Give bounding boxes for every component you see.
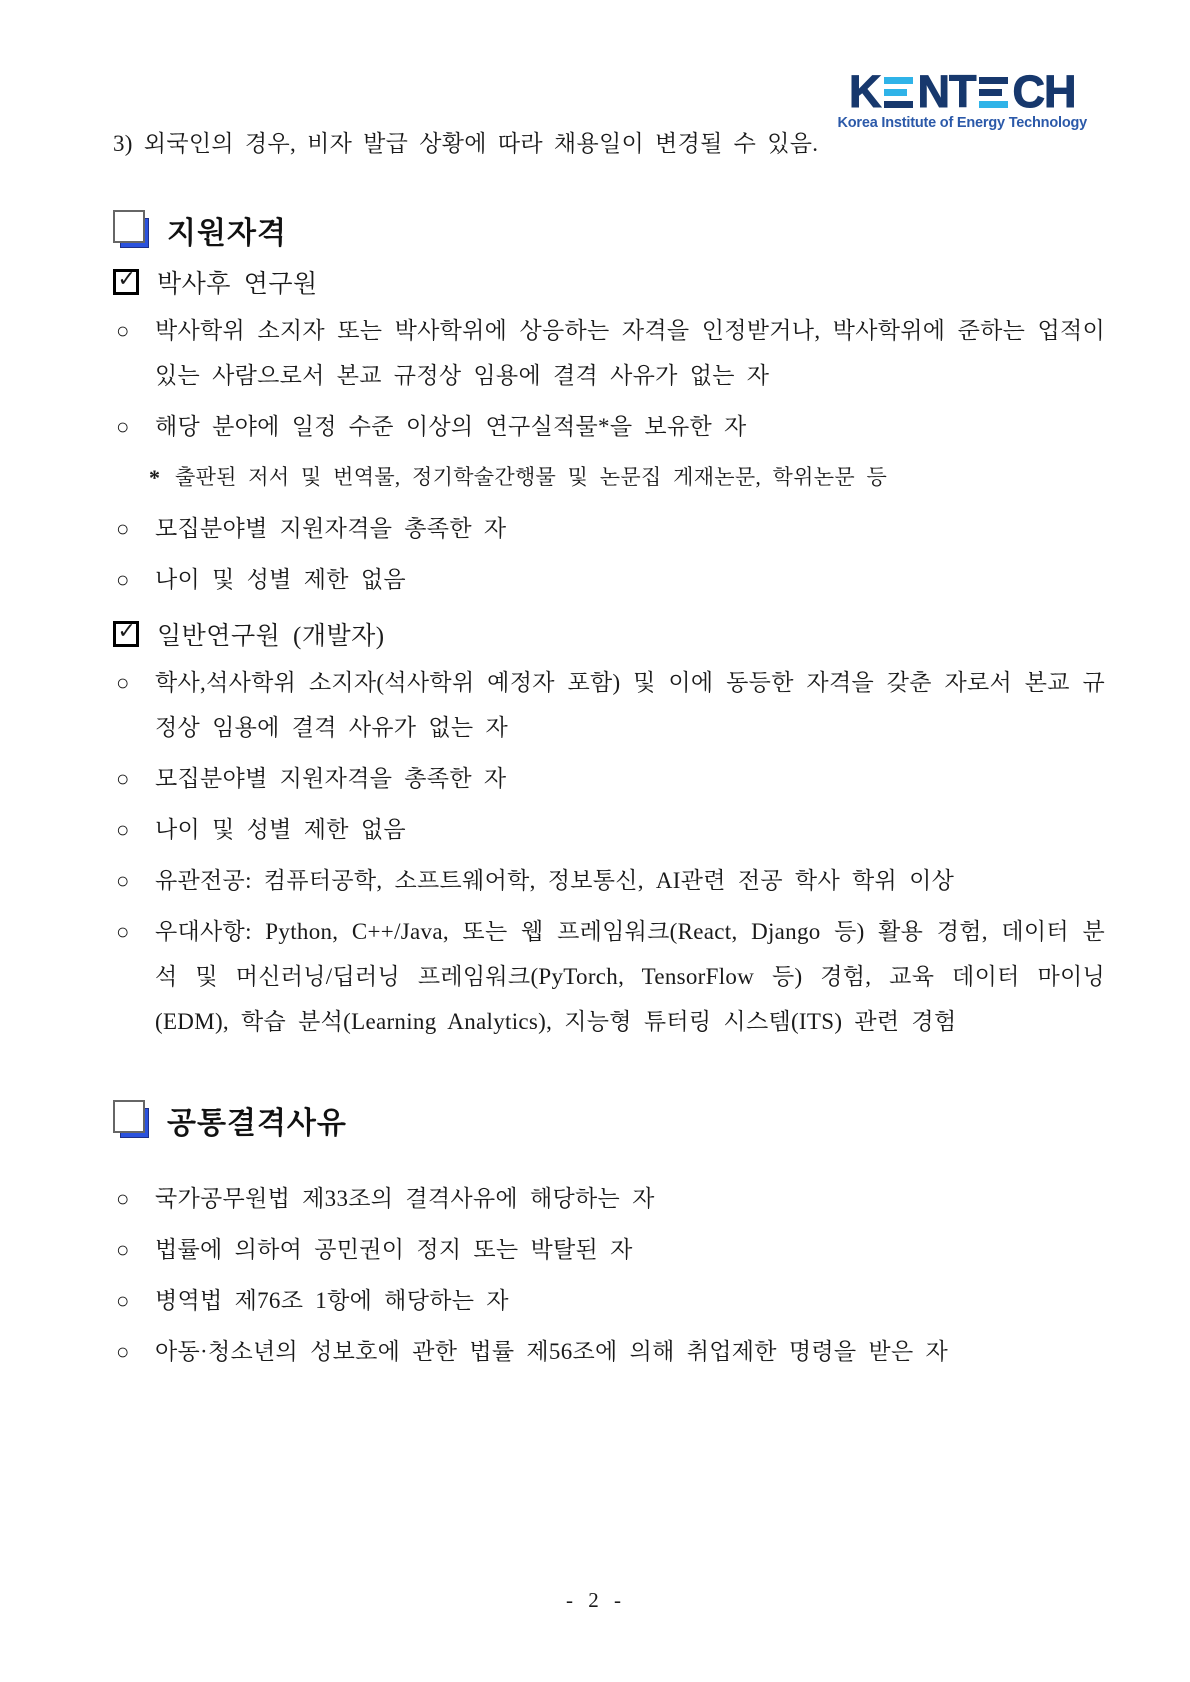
item-text: 출판된 저서 및 번역물, 정기학술간행물 및 논문집 게재논문, 학위논문 등 bbox=[175, 465, 888, 489]
item-text: 모집분야별 지원자격을 총족한 자 bbox=[155, 516, 507, 541]
section-head-disqualification bbox=[113, 1100, 1105, 1140]
circle-bullet-icon: ○ bbox=[116, 1186, 130, 1211]
section-head-eligibility bbox=[113, 210, 1105, 250]
list-item bbox=[113, 909, 1105, 1044]
group-head-postdoc bbox=[113, 266, 1105, 298]
checked-checkbox-icon bbox=[113, 621, 139, 647]
group-head-general-researcher bbox=[113, 618, 1105, 650]
kentech-logo bbox=[837, 66, 1087, 131]
item-text: 나이 및 성별 제한 없음 bbox=[155, 567, 406, 592]
list-item bbox=[113, 807, 1105, 852]
circle-bullet-icon: ○ bbox=[116, 1237, 130, 1262]
item-text: 유관전공: 컴퓨터공학, 소프트웨어학, 정보통신, AI관련 전공 학사 학위 이상 bbox=[155, 868, 955, 893]
circle-bullet-icon: ○ bbox=[116, 318, 130, 343]
item-text: 병역법 제76조 1항에 해당하는 자 bbox=[155, 1288, 509, 1313]
footnote-item bbox=[113, 455, 1105, 500]
kentech-wordmark bbox=[837, 66, 1087, 117]
item-text: 우대사항: Python, C++/Java, 또는 웹 프레임워크(React, Django 등) 활용 경험, 데이터 분석 및 머신러닝/딥러닝 프레임워크(PyTorch, TensorFlow 등) 경험, 교육 데이터 마이닝(EDM), 학습 분석(Learning Analytics), 지능형 튜터링 시스템(ITS) 관련 경험 bbox=[155, 919, 1105, 1034]
list-item bbox=[113, 506, 1105, 551]
list-item bbox=[113, 756, 1105, 801]
list-item bbox=[113, 308, 1105, 398]
item-text: 해당 분야에 일정 수준 이상의 연구실적물*을 보유한 자 bbox=[155, 414, 747, 439]
logo-letters-ch: CH bbox=[1012, 66, 1076, 117]
section-title-disqualification: 공통결격사유 bbox=[167, 1107, 347, 1140]
asterisk-icon: * bbox=[149, 465, 161, 490]
list-item bbox=[113, 1176, 1105, 1221]
circle-bullet-icon: ○ bbox=[116, 817, 130, 842]
circle-bullet-icon: ○ bbox=[116, 1339, 130, 1364]
list-item bbox=[113, 660, 1105, 750]
circle-bullet-icon: ○ bbox=[116, 919, 130, 944]
list-item bbox=[113, 858, 1105, 903]
item-text: 박사학위 소지자 또는 박사학위에 상응하는 자격을 인정받거나, 박사학위에 준하는 업적이 있는 사람으로서 본교 규정상 임용에 결격 사유가 없는 자 bbox=[155, 318, 1105, 388]
list-item bbox=[113, 1227, 1105, 1272]
item-text: 나이 및 성별 제한 없음 bbox=[155, 817, 406, 842]
logo-e-bars-icon bbox=[884, 77, 913, 108]
circle-bullet-icon: ○ bbox=[116, 516, 130, 541]
group-title-postdoc: 박사후 연구원 bbox=[157, 271, 318, 298]
page-number: - 2 - bbox=[566, 1588, 624, 1612]
item-text: 아동·청소년의 성보호에 관한 법률 제56조에 의해 취업제한 명령을 받은 자 bbox=[155, 1339, 949, 1364]
circle-bullet-icon: ○ bbox=[116, 766, 130, 791]
circle-bullet-icon: ○ bbox=[116, 414, 130, 439]
circle-bullet-icon: ○ bbox=[116, 868, 130, 893]
section-square-icon bbox=[113, 1100, 151, 1140]
group-title-general-researcher: 일반연구원 (개발자) bbox=[157, 623, 385, 650]
circle-bullet-icon: ○ bbox=[116, 567, 130, 592]
checked-checkbox-icon bbox=[113, 269, 139, 295]
item-text: 학사,석사학위 소지자(석사학위 예정자 포함) 및 이에 동등한 자격을 갖춘 자로서 본교 규정상 임용에 결격 사유가 없는 자 bbox=[155, 670, 1105, 740]
item-text: 법률에 의하여 공민권이 정지 또는 박탈된 자 bbox=[155, 1237, 633, 1262]
list-item bbox=[113, 1329, 1105, 1374]
circle-bullet-icon: ○ bbox=[116, 1288, 130, 1313]
foreigner-visa-note: 3) 외국인의 경우, 비자 발급 상황에 따라 채용일이 변경될 수 있음. bbox=[113, 131, 819, 156]
document-content bbox=[113, 128, 1105, 1374]
logo-e-bars-icon bbox=[979, 77, 1008, 108]
list-item bbox=[113, 404, 1105, 449]
section-square-icon bbox=[113, 210, 151, 250]
circle-bullet-icon: ○ bbox=[116, 670, 130, 695]
section-title-eligibility: 지원자격 bbox=[167, 217, 287, 250]
logo-letters-nt: NT bbox=[917, 66, 976, 117]
logo-letter-k: K bbox=[848, 66, 881, 117]
list-item bbox=[113, 1278, 1105, 1323]
item-text: 모집분야별 지원자격을 총족한 자 bbox=[155, 766, 507, 791]
check-mark-icon: ✓ bbox=[117, 619, 137, 644]
list-item bbox=[113, 557, 1105, 602]
check-mark-icon: ✓ bbox=[117, 267, 137, 292]
logo-subtitle: Korea Institute of Energy Technology bbox=[837, 115, 1087, 131]
item-text: 국가공무원법 제33조의 결격사유에 해당하는 자 bbox=[155, 1186, 655, 1211]
